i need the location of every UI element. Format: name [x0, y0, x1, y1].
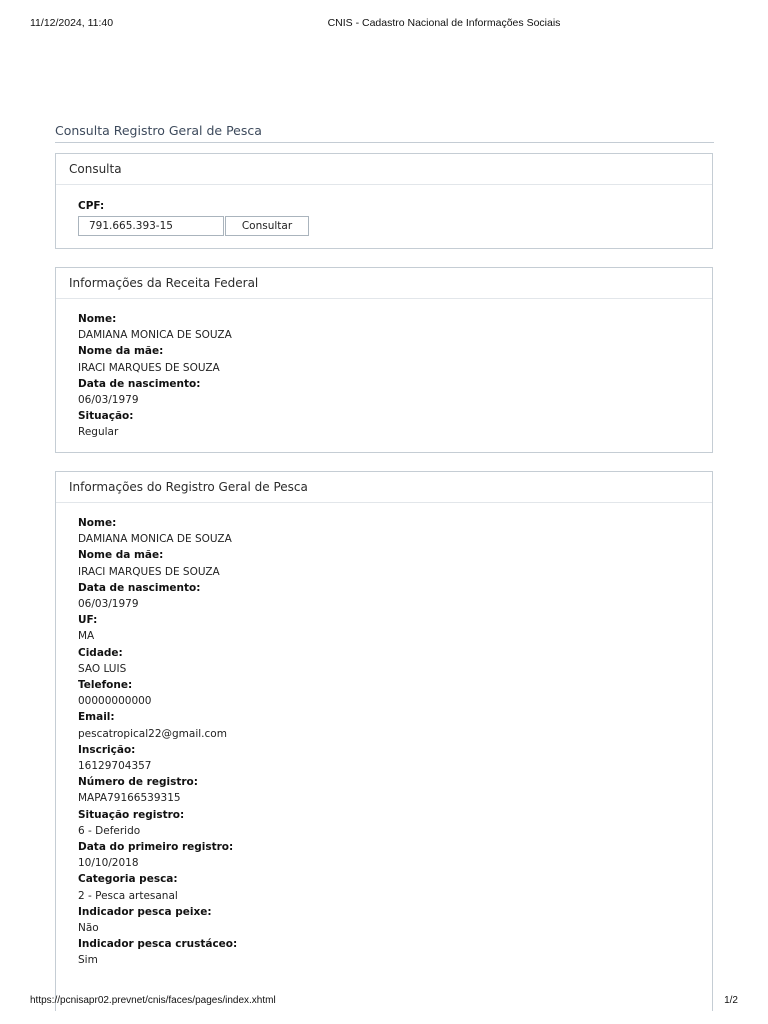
field-value: IRACI MARQUES DE SOUZA	[78, 361, 220, 374]
field-value: 06/03/1979	[78, 598, 139, 611]
field-value: DAMIANA MONICA DE SOUZA	[78, 533, 232, 546]
field-value: Regular	[78, 426, 119, 439]
field-value: IRACI MARQUES DE SOUZA	[78, 565, 220, 578]
field-value: 2 - Pesca artesanal	[78, 889, 178, 902]
receita-federal-panel	[55, 267, 713, 453]
print-datetime: 11/12/2024, 11:40	[30, 17, 114, 29]
field-label: Cidade:	[78, 646, 123, 659]
field-value: Sim	[78, 954, 98, 967]
field-value: 10/10/2018	[78, 857, 139, 870]
field-value: 00000000000	[78, 695, 152, 708]
cpf-search-row	[78, 216, 690, 236]
consultar-button[interactable]: Consultar	[225, 216, 309, 236]
field-value: MAPA79166539315	[78, 792, 181, 805]
field-value: 6 - Deferido	[78, 824, 141, 837]
print-document-title: CNIS - Cadastro Nacional de Informações Sociais	[327, 17, 561, 29]
field-value: SAO LUIS	[78, 662, 127, 675]
field-label: Nome da mãe:	[78, 345, 164, 358]
field-label: Telefone:	[78, 679, 133, 692]
field-label: Data de nascimento:	[78, 377, 201, 390]
field-label: Situação registro:	[78, 808, 185, 821]
field-value: pescatropical22@gmail.com	[78, 727, 227, 740]
field-label: Inscrição:	[78, 743, 136, 756]
field-label: Data de nascimento:	[78, 581, 201, 594]
field-value: DAMIANA MONICA DE SOUZA	[78, 329, 232, 342]
registro-geral-pesca-panel-title: Informações do Registro Geral de Pesca	[56, 472, 712, 503]
consulta-panel-title: Consulta	[56, 154, 712, 185]
field-value: MA	[78, 630, 95, 643]
print-header	[0, 17, 768, 33]
receita-federal-panel-title: Informações da Receita Federal	[56, 268, 712, 299]
field-label: Nome:	[78, 517, 117, 529]
print-page-number: 1/2	[724, 995, 738, 1006]
field-label: Número de registro:	[78, 776, 198, 789]
field-value: 16129704357	[78, 760, 152, 773]
cpf-input[interactable]	[78, 216, 224, 236]
consulta-panel	[55, 153, 713, 249]
field-label: Data do primeiro registro:	[78, 841, 234, 854]
page-title: Consulta Registro Geral de Pesca	[55, 123, 714, 143]
cpf-label: CPF:	[78, 200, 105, 212]
registro-geral-pesca-panel	[55, 471, 713, 1011]
print-footer	[0, 995, 768, 1011]
receita-federal-fields	[56, 299, 712, 451]
field-label: UF:	[78, 614, 98, 627]
field-label: Nome:	[78, 313, 117, 325]
field-label: Situação:	[78, 410, 134, 423]
field-label: Email:	[78, 711, 115, 724]
print-url: https://pcnisapr02.prevnet/cnis/faces/pages/index.xhtml	[30, 995, 276, 1006]
registro-geral-pesca-fields	[56, 503, 712, 979]
field-value: 06/03/1979	[78, 394, 139, 407]
field-label: Nome da mãe:	[78, 549, 164, 562]
field-label: Categoria pesca:	[78, 873, 178, 886]
field-label: Indicador pesca peixe:	[78, 905, 212, 918]
field-value: Não	[78, 922, 99, 935]
field-label: Indicador pesca crustáceo:	[78, 938, 238, 951]
